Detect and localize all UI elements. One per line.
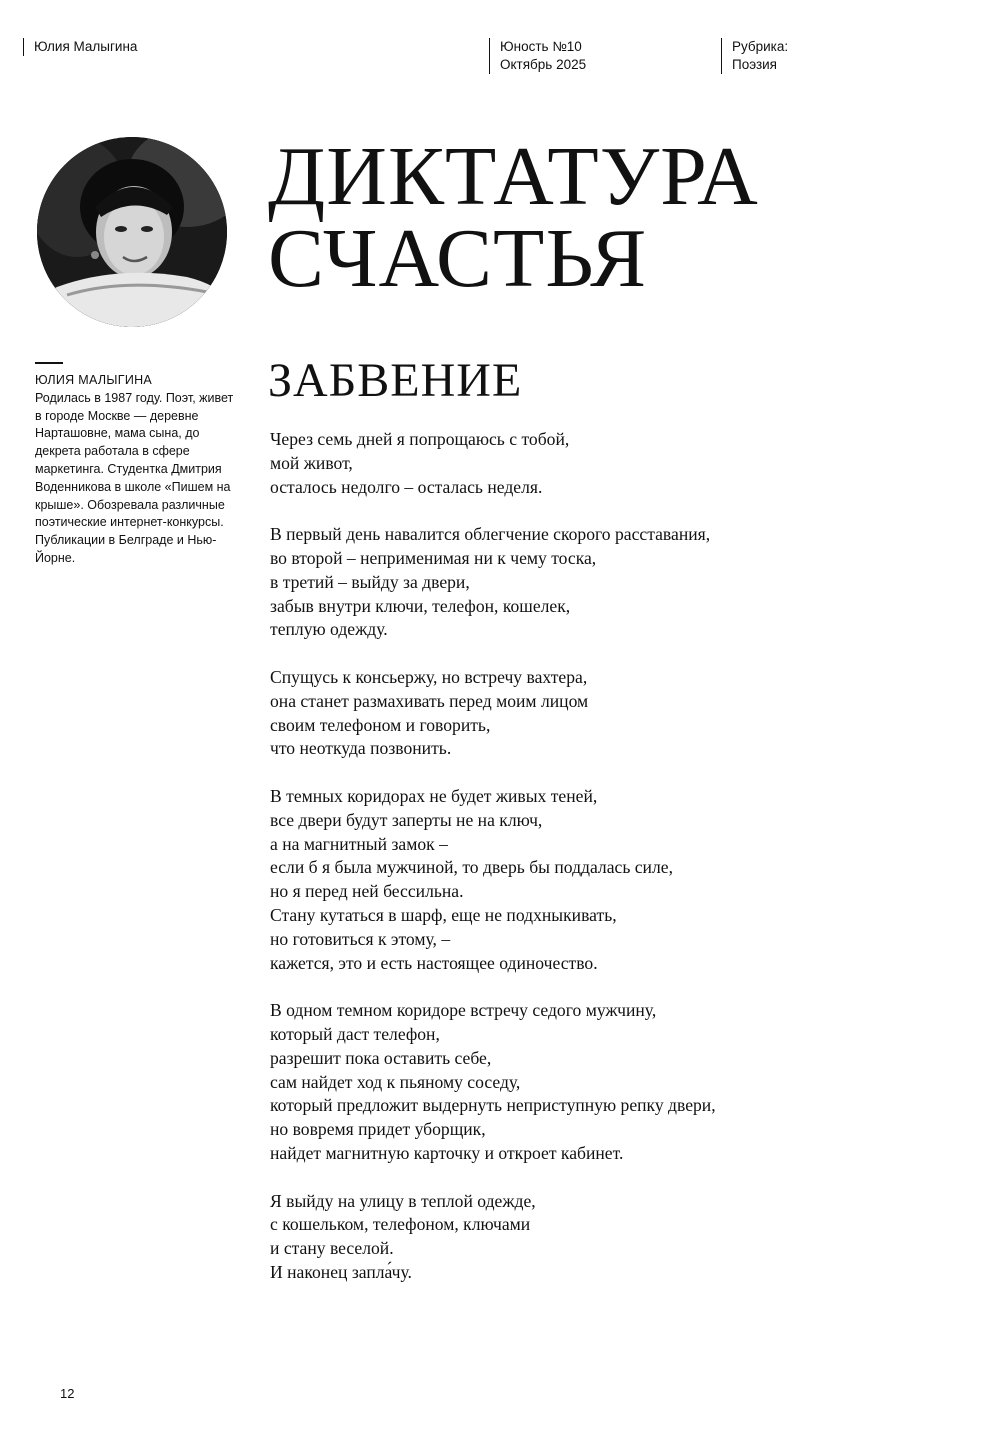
poem-stanza — [270, 428, 970, 499]
bio-author-name: ЮЛИЯ МАЛЫГИНА — [35, 373, 153, 387]
poem-line: все двери будут заперты не на ключ, — [270, 809, 543, 830]
poem-stanza — [270, 785, 970, 975]
poem-line: но я перед ней бессильна. — [270, 881, 464, 902]
poem-stanza — [270, 1190, 970, 1285]
poem-line: забыв внутри ключи, телефон, кошелек, — [270, 595, 571, 616]
poem-line: который даст телефон, — [270, 1023, 440, 1044]
poem-line: а на магнитный замок – — [270, 833, 448, 854]
poem-line: Через семь дней я попрощаюсь с тобой, — [270, 429, 570, 449]
poem-stanza — [270, 999, 970, 1166]
header-author-name: Юлия Малыгина — [34, 39, 138, 54]
header-author — [23, 38, 137, 56]
header-rubric-label: Рубрика: — [732, 39, 789, 54]
poem-line: сам найдет ход к пьяному соседу, — [270, 1071, 521, 1092]
poem-body — [270, 428, 970, 1308]
poem-line: В одном темном коридоре встречу седого мужчину, — [270, 1000, 657, 1021]
page-number: 12 — [60, 1386, 75, 1401]
poem-line: в третий – выйду за двери, — [270, 571, 470, 592]
poem-line: Стану кутаться в шарф, еще не подхныкивать, — [270, 904, 617, 925]
poem-line: теплую одежду. — [270, 619, 388, 640]
poem-line: найдет магнитную карточку и откроет кабинет. — [270, 1142, 624, 1163]
author-portrait — [37, 137, 227, 327]
poem-line: Я выйду на улицу в теплой одежде, — [270, 1190, 536, 1211]
poem-line: кажется, это и есть настоящее одиночество. — [270, 952, 598, 973]
poem-line: но готовиться к этому, – — [270, 928, 451, 949]
poem-line: Спущусь к консьержу, но встречу вахтера, — [270, 666, 588, 687]
poem-line: разрешит пока оставить себе, — [270, 1047, 492, 1068]
poem-line: И наконец запла́чу. — [270, 1261, 412, 1282]
poem-line: она станет размахивать перед моим лицом — [270, 690, 589, 711]
poem-line: что неоткуда позвонить. — [270, 738, 452, 759]
article-title-line-2: СЧАСТЬЯ — [268, 212, 648, 305]
poem-line: который предложит выдернуть неприступную репку двери, — [270, 1095, 716, 1116]
poem-line: во второй – неприменимая ни к чему тоска, — [270, 547, 597, 568]
poem-stanza — [270, 523, 970, 642]
poem-title: ЗАБВЕНИЕ — [268, 354, 523, 407]
poem-line: с кошельком, телефоном, ключами — [270, 1214, 531, 1235]
poem-line: но вовремя придет уборщик, — [270, 1119, 486, 1140]
author-photo — [37, 137, 227, 327]
header-issue-number: Юность №10 — [500, 39, 582, 54]
poem-line: В первый день навалится облегчение скорого расставания, — [270, 524, 711, 545]
bio-divider — [35, 362, 63, 364]
poem-line: В темных коридорах не будет живых теней, — [270, 785, 598, 806]
bio-text: Родилась в 1987 году. Поэт, живет в городе Москве — деревне Нарташовне, мама сына, до декрета работала в сфере маркетинга. Студентка Дмитрия Воденникова в школе «Пишем на крыше». Обозревала различные поэтические интернет-конкурсы. Публикации в Белграде и Нью-Йорне. — [35, 390, 234, 565]
header-issue — [489, 38, 586, 74]
poem-line: своим телефоном и говорить, — [270, 714, 491, 735]
poem-line: и стану веселой. — [270, 1238, 394, 1259]
article-title-line-1: ДИКТАТУРА — [268, 130, 759, 223]
header-rubric-value: Поэзия — [732, 57, 777, 72]
poem-line: если б я была мужчиной, то дверь бы поддалась силе, — [270, 857, 673, 878]
poem-stanza — [270, 666, 970, 761]
poem-line: мой живот, — [270, 452, 353, 473]
poem-line: осталось недолго – осталась неделя. — [270, 476, 543, 497]
article-title — [268, 130, 759, 305]
header-rubric — [721, 38, 788, 74]
author-bio — [35, 372, 235, 568]
header-issue-date: Октябрь 2025 — [500, 57, 587, 72]
